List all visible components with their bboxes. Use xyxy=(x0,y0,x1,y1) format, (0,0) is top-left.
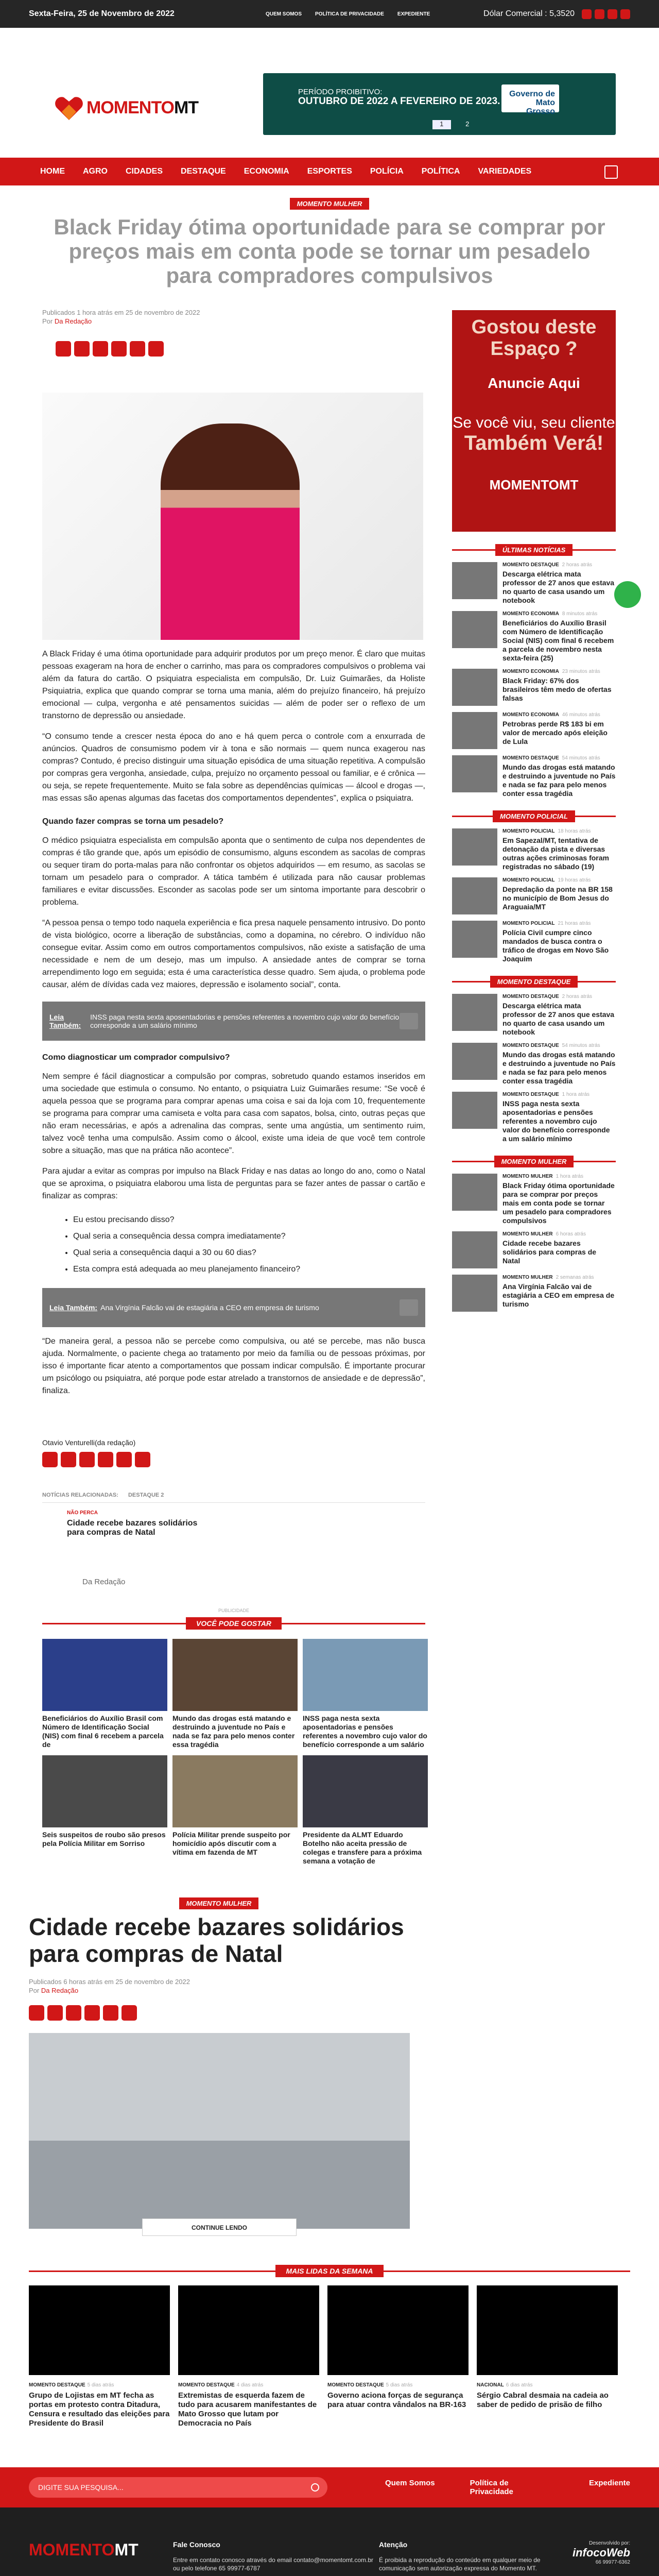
related-link-box[interactable] xyxy=(42,1288,425,1327)
footer-bar xyxy=(0,2467,659,2507)
related-news-card[interactable] xyxy=(67,1510,425,1537)
article-author: Otavio Venturelli(da redação) xyxy=(42,1438,136,1447)
card-title: Mundo das drogas está matando e destruindo a juventude no País e nada se faz para pelo menos conter essa tragédia xyxy=(172,1714,295,1749)
facebook-share-icon[interactable] xyxy=(61,1452,76,1467)
sidebar-news-item[interactable]: MOMENTO ECONOMIA 23 minutos atrás Black Friday: 67% dos brasileiros têm medo de ofertas falsas xyxy=(452,669,616,706)
card-image xyxy=(29,2285,170,2375)
sidebar-news-item[interactable]: MOMENTO DESTAQUE 2 horas atrás Descarga elétrica mata professor de 27 anos que estava no quarto de casa usando um notebook xyxy=(452,562,616,605)
more-share-icon[interactable] xyxy=(135,1452,150,1467)
section-label: MOMENTO DESTAQUE xyxy=(490,976,578,988)
related-label: Leia Também: xyxy=(49,1013,81,1029)
news-thumb xyxy=(452,755,497,792)
news-title: Cidade recebe bazares solidários para compras de Natal xyxy=(502,1239,597,1265)
ad-cta: Anuncie Aqui xyxy=(488,375,580,391)
news-title: Black Friday ótima oportunidade para se comprar por preços mais em conta pode se tornar um pesadelo para compradores compulsivos xyxy=(502,1181,615,1225)
developer-credit[interactable]: Desenvolvido por: infocoWeb 66 99977-6362 xyxy=(572,2540,630,2565)
news-title: Petrobras perde R$ 183 bi em valor de mercado após eleição de Lula xyxy=(502,720,608,745)
recommended-card[interactable] xyxy=(303,1755,428,1867)
paragraph: Para ajudar a evitar as compras por impulso na Black Friday e nas datas ao longo do ano, como o Natal que se aproxima, o psiquiatra elaborou uma lista de perguntas para se fazer antes de passar o cartão e finalizar as compras: xyxy=(42,1167,425,1200)
footer-notice xyxy=(379,2540,564,2572)
nav-policia[interactable]: POLÍCIA xyxy=(370,167,404,176)
card-title: INSS paga nesta sexta aposentadorias e pensões referentes a novembro cujo valor do benefício corresponde a um salário xyxy=(303,1714,427,1749)
section-label: MAIS LIDAS DA SEMANA xyxy=(275,2265,383,2277)
footer-link-privacidade[interactable]: Política de Privacidade xyxy=(470,2479,513,2496)
woman-photo-shape xyxy=(161,423,300,640)
byline-label: Por xyxy=(29,1987,40,1994)
card-title: Polícia Militar prende suspeito por homicídio após discutir com a vítima em fazenda de MT xyxy=(172,1831,290,1856)
news-thumb xyxy=(452,1043,497,1080)
news-title: Mundo das drogas está matando e destruindo a juventude no País e nada se faz para pelo menos conter essa tragédia xyxy=(502,1050,616,1085)
news-thumb xyxy=(452,712,497,749)
contact-text: Entre em contato conosco através do email contato@momentomt.com.br ou pelo telefone 65 99977-6787 xyxy=(173,2556,374,2572)
related-link-box[interactable] xyxy=(42,1002,425,1041)
section-label: MOMENTO MULHER xyxy=(494,1156,574,1167)
card-title: Governo aciona forças de segurança para atuar contra vândalos na BR-163 xyxy=(327,2391,466,2409)
sidebar-news-item[interactable]: MOMENTO DESTAQUE 54 minutos atrás Mundo das drogas está matando e destruindo a juventude no País e nada se faz para pelo menos conter essa tragédia xyxy=(452,755,616,798)
link-politica-privacidade[interactable]: POLÍTICA DE PRIVACIDADE xyxy=(315,11,384,17)
recommended-grid xyxy=(42,1639,425,1867)
subheading: Como diagnosticar um comprador compulsivo? xyxy=(42,1053,230,1062)
news-thumb xyxy=(452,994,497,1031)
news-title: INSS paga nesta sexta aposentadorias e pensões referentes a novembro cujo valor do benefício corresponde a um salário mínimo xyxy=(502,1099,610,1143)
share-buttons-bottom xyxy=(42,1452,425,1467)
article-body xyxy=(29,326,425,1867)
share-buttons xyxy=(56,341,425,357)
article-category-tag[interactable]: MOMENTO MULHER xyxy=(290,198,370,210)
news-thumb xyxy=(452,562,497,599)
advertising-label: PUBLICIDADE xyxy=(218,1608,250,1613)
twitter-icon[interactable] xyxy=(595,9,604,19)
messenger-share-icon[interactable] xyxy=(98,1452,113,1467)
sidebar-news-item[interactable]: MOMENTO DESTAQUE 54 minutos atrás Mundo das drogas está matando e destruindo a juventude no País e nada se faz para pelo menos conter essa tragédia xyxy=(452,1043,616,1086)
facebook-icon[interactable] xyxy=(582,9,592,19)
related-news-tag[interactable]: DESTAQUE 2 xyxy=(128,1492,164,1498)
recommended-card[interactable] xyxy=(303,1639,428,1750)
article-title: Black Friday ótima oportunidade para se comprar por preços mais em conta pode se tornar um pesadelo para compradores compulsivos xyxy=(54,215,605,287)
byline-label: Por xyxy=(42,317,53,325)
sidebar-policial xyxy=(452,810,616,963)
news-title: Mundo das drogas está matando e destruindo a juventude no País e nada se faz para pelo menos conter essa tragédia xyxy=(502,763,616,798)
contact-title: Fale Conosco xyxy=(173,2540,220,2549)
card-title: Beneficiários do Auxílio Brasil com Número de Identificação Social (NIS) com final 6 recebem a parcela de xyxy=(42,1714,164,1749)
card-image xyxy=(477,2285,618,2375)
whatsapp-share-icon[interactable] xyxy=(42,1452,58,1467)
sidebar-news-item[interactable]: MOMENTO POLICIAL 18 horas atrás Em Sapezal/MT, tentativa de detonação da pista e diversas outras ações criminosas foram registradas no sábado (19) xyxy=(452,828,616,871)
article-title: Cidade recebe bazares solidários para compras de Natal xyxy=(29,1913,404,1967)
news-thumb xyxy=(452,669,497,706)
article-image xyxy=(42,393,423,640)
linkedin-share-icon[interactable] xyxy=(103,2005,118,2021)
more-share-icon[interactable] xyxy=(148,341,164,357)
next-article xyxy=(29,1867,630,2236)
logo-main-text: MOMENTO xyxy=(86,97,174,117)
facebook-share-icon[interactable] xyxy=(47,2005,63,2021)
main-nav xyxy=(0,158,659,185)
card-title: Seis suspeitos de roubo são presos pela Polícia Militar em Sorriso xyxy=(42,1831,166,1848)
card-image xyxy=(42,1639,167,1711)
related-title: Ana Virgínia Falcão vai de estagiária a CEO em empresa de turismo xyxy=(100,1303,319,1312)
footer-link-expediente[interactable]: Expediente xyxy=(588,2479,630,2487)
developer-name: infocoWeb xyxy=(572,2546,630,2559)
sidebar xyxy=(452,316,616,1867)
nav-agro[interactable]: AGRO xyxy=(83,167,108,176)
messenger-share-icon[interactable] xyxy=(84,2005,100,2021)
card-image xyxy=(42,1755,167,1827)
most-read-card[interactable]: MOMENTO DESTAQUE 5 dias atrás Grupo de Lojistas em MT fecha as portas em protesto contra Ditadura, Censura e resultado das eleições para Presidente do Brasil xyxy=(29,2285,178,2428)
card-image xyxy=(303,1755,428,1827)
nav-cidades[interactable]: CIDADES xyxy=(126,167,163,176)
article-meta xyxy=(29,1977,630,1995)
linkedin-share-icon[interactable] xyxy=(130,341,145,357)
sidebar-latest xyxy=(452,544,616,798)
sidebar-news-item[interactable]: MOMENTO MULHER 6 horas atrás Cidade recebe bazares solidários para compras de Natal xyxy=(452,1231,616,1268)
card-image xyxy=(172,1755,298,1827)
search-placeholder: DIGITE SUA PESQUISA... xyxy=(38,2483,124,2492)
news-thumb xyxy=(452,611,497,648)
sidebar-destaque xyxy=(452,976,616,1143)
ad-headline: Gostou deste Espaço ? xyxy=(471,316,597,360)
news-thumb xyxy=(452,1275,497,1312)
social-links xyxy=(582,9,630,19)
banner-page-2[interactable]: 2 xyxy=(465,120,470,128)
news-thumb xyxy=(452,1231,497,1268)
news-thumb xyxy=(452,828,497,866)
card-title: Sérgio Cabral desmaia na cadeia ao saber de pedido de prisão de filho xyxy=(477,2391,609,2409)
footer-search-input[interactable] xyxy=(29,2477,327,2498)
related-news-label: NOTÍCIAS RELACIONADAS: xyxy=(42,1492,118,1498)
news-title: Descarga elétrica mata professor de 27 anos que estava no quarto de casa usando um notebook xyxy=(502,570,615,604)
publish-date: Publicados 6 horas atrás em 25 de novembro de 2022 xyxy=(29,1978,190,1986)
sidebar-news-item[interactable]: MOMENTO DESTAQUE 2 horas atrás Descarga elétrica mata professor de 27 anos que estava no quarto de casa usando um notebook xyxy=(452,994,616,1037)
chevron-right-icon xyxy=(400,1013,418,1029)
related-news xyxy=(42,1492,425,1503)
linkedin-share-icon[interactable] xyxy=(116,1452,132,1467)
related-card-category: NÃO PERCA xyxy=(67,1510,98,1516)
article-category-tag[interactable]: MOMENTO MULHER xyxy=(179,1897,259,1909)
recommended-card[interactable] xyxy=(172,1755,298,1867)
ad-line4: Também Verá! xyxy=(464,432,604,454)
news-title: Polícia Civil cumpre cinco mandados de busca contra o tráfico de drogas em Novo São Joaquim xyxy=(502,928,609,963)
related-card-title: Cidade recebe bazares solidários para compras de Natal xyxy=(67,1519,198,1537)
section-label: VOCÊ PODE GOSTAR xyxy=(186,1617,282,1630)
nav-variedades[interactable]: VARIEDADES xyxy=(478,167,532,176)
news-title: Beneficiários do Auxílio Brasil com Número de Identificação Social (NIS) com final 6 recebem a parcela de novembro nesta sexta-feira (25) xyxy=(502,619,614,662)
youtube-icon[interactable] xyxy=(620,9,630,19)
footer-contact xyxy=(173,2540,379,2572)
section-label: MOMENTO POLICIAL xyxy=(493,810,575,822)
facebook-share-icon[interactable] xyxy=(74,341,90,357)
news-title: Black Friday: 67% dos brasileiros têm medo de ofertas falsas xyxy=(502,676,612,702)
recommended-card[interactable] xyxy=(42,1755,167,1867)
nav-destaque[interactable]: DESTAQUE xyxy=(181,167,226,176)
share-buttons xyxy=(29,2005,630,2021)
news-thumb xyxy=(452,1174,497,1211)
instagram-icon[interactable] xyxy=(608,9,617,19)
paragraph: “A pessoa pensa o tempo todo naquela experiência e fica presa naquele pensamento intrusivo. Do ponto de vista biológico, ocorre a liberação de substâncias, como a dopamina, no cérebro. O indivíduo não consegue evitar. Assim como em outros comportamentos compulsivos, não existe a satisfação de uma necessidade e nem de um desejo, mas um impulso. A ansiedade antes de comprar se torna arrependimento logo em seguida; esta é uma característica desse quadro. Sem ajuda, o problema pode causar, além de dívidas cada vez maiores, depressão e isolamento social”, conta. xyxy=(42,919,425,989)
nav-politica[interactable]: POLÍTICA xyxy=(421,167,460,176)
dollar-rate: Dólar Comercial : 5,3520 xyxy=(483,9,575,18)
site-header xyxy=(29,28,630,131)
question-list xyxy=(73,1212,425,1278)
card-image xyxy=(327,2285,469,2375)
footer-logo[interactable]: MOMENTOMT xyxy=(29,2540,138,2559)
card-image xyxy=(178,2285,319,2375)
related-title: INSS paga nesta sexta aposentadorias e pensões referentes a novembro cujo valor do benefício corresponde a um salário mínimo xyxy=(90,1013,400,1029)
paragraph: O médico psiquiatra especialista em compulsão aponta que o sentimento de culpa nos dependentes de compras é tão grande que, após um episódio de consumismo, alguns escondem as sacolas de compras ou sequer tiram do porta-malas para não confrontar os objetos adquiridos — em resumo, as sacolas se tornam um pesadelo para o comprador. A tática também é utilizada para não causar problemas familiares e evitar discussões. Esconder as sacolas pode ser um sintoma importante para descobrir o problema. xyxy=(42,836,425,907)
link-quem-somos[interactable]: QUEM SOMOS xyxy=(266,11,302,17)
sidebar-mulher xyxy=(452,1156,616,1312)
news-title: Ana Virgínia Falcão vai de estagiária a CEO em empresa de turismo xyxy=(502,1282,615,1308)
news-thumb xyxy=(452,921,497,958)
site-logo[interactable] xyxy=(55,94,198,121)
paragraph: “De maneira geral, a pessoa não se percebe como compulsiva, ou até se percebe, mas não busca ajuda. Normalmente, o paciente chega ao tratamento por meio da família ou de pessoas próximas, por isso é importante ficar atento a comportamentos que possam indicar compulsão. É importante procurar um psicólogo ou psiquiatra, até porque pode estar atrelado a transtornos de ansiedade e de depressão”, finaliza. xyxy=(42,1337,425,1395)
author-box[interactable]: Da Redação xyxy=(82,1578,126,1586)
news-thumb xyxy=(452,1092,497,1129)
section-label: ÚLTIMAS NOTÍCIAS xyxy=(495,544,573,556)
header-banner-ad[interactable] xyxy=(263,73,616,135)
search-icon[interactable] xyxy=(604,165,618,179)
notice-title: Atenção xyxy=(379,2540,408,2549)
publish-date: Publicados 1 hora atrás em 25 de novembro de 2022 xyxy=(42,309,200,316)
news-title: Em Sapezal/MT, tentativa de detonação da pista e diversas outras ações criminosas foram registradas no sábado (19) xyxy=(502,836,609,871)
continue-reading-button[interactable]: CONTINUE LENDO xyxy=(142,2218,297,2236)
card-title: Presidente da ALMT Eduardo Botelho não aceita pressão de colegas e transfere para a próxima semana a votação de xyxy=(303,1831,422,1865)
paragraph: A Black Friday é uma ótima oportunidade para adquirir produtos por um preço menor. É claro que muitas pessoas exageram na hora de encher o carrinho, mas para os compradores compulsivos o problema vai além da fatura do cartão. O psiquiatra especialista em compulsão, Dr. Luiz Guimarães, da Holiste Psiquiatria, explica que quando comprar se torna uma mania, além do prejuízo financeiro, há prejuízo emocional — culpa, vergonha e até pensamentos suicidas — além de poder ser o reflexo de um transtorno de depressão ou ansiedade. xyxy=(42,650,425,720)
footer-link-quem-somos[interactable]: Quem Somos xyxy=(385,2479,435,2487)
nav-economia[interactable]: ECONOMIA xyxy=(244,167,289,176)
card-image xyxy=(172,1639,298,1711)
nav-home[interactable]: HOME xyxy=(40,167,65,176)
sidebar-news-item[interactable]: MOMENTO ECONOMIA 46 minutos atrás Petrobras perde R$ 183 bi em valor de mercado após eleição de Lula xyxy=(452,712,616,749)
paragraph: Nem sempre é fácil diagnosticar a compulsão por compras, sobretudo quando estamos inseridos em uma sociedade que estimula o consumo. No entanto, o psiquiatra Luiz Guimarães resume: “Se você é aquela pessoa que se programa para comprar apenas uma coisa e sai da loja com 10, frequentemente se programa para comprar uma camiseta e volta para casa com sapatos, bolsa, cinto, outras peças que não eram necessárias, e após a adrenalina das compras, sente uma angústia, um sentimento ruim, talvez você tenha uma compulsão. Assim como o álcool, existe uma ideia de que você tem controle sobre a situação, mas que na prática não acontece”. xyxy=(42,1072,425,1155)
search-icon[interactable] xyxy=(311,2483,319,2492)
list-item: • Esta compra está adequada ao meu planejamento financeiro? xyxy=(73,1261,425,1278)
recommended-card[interactable] xyxy=(172,1639,298,1750)
chevron-right-icon xyxy=(400,1299,418,1316)
whatsapp-float-icon[interactable] xyxy=(614,581,641,608)
sidebar-news-item[interactable]: MOMENTO ECONOMIA 8 minutos atrás Beneficiários do Auxílio Brasil com Número de Identificação Social (NIS) com final 6 recebem a parcela de novembro nesta sexta-feira (25) xyxy=(452,611,616,663)
sidebar-news-item[interactable]: MOMENTO MULHER 1 hora atrás Black Friday ótima oportunidade para se comprar por preços mais em conta pode se tornar um pesadelo para compradores compulsivos xyxy=(452,1174,616,1225)
most-read-card[interactable]: NACIONAL 6 dias atrás Sérgio Cabral desmaia na cadeia ao saber de pedido de prisão de filho xyxy=(477,2285,626,2428)
sidebar-news-item[interactable]: MOMENTO POLICIAL 21 horas atrás Polícia Civil cumpre cinco mandados de busca contra o tráfico de drogas em Novo São Joaquim xyxy=(452,921,616,963)
logo-heart-icon xyxy=(55,94,83,121)
related-label: Leia Também: xyxy=(49,1303,98,1312)
card-title: Extremistas de esquerda fazem de tudo para acusarem manifestantes de Mato Grosso que lutam por Democracia no País xyxy=(178,2391,317,2428)
subheading: Quando fazer compras se torna um pesadelo? xyxy=(42,817,224,826)
list-item: • Qual seria a consequência dessa compra imediatamente? xyxy=(73,1228,425,1245)
whatsapp-share-icon[interactable] xyxy=(29,2005,44,2021)
current-date: Sexta-Feira, 25 de Novembro de 2022 xyxy=(29,9,175,18)
footer xyxy=(0,2507,659,2576)
banner-page-1[interactable]: 1 xyxy=(432,120,451,129)
ad-line3: Se você viu, seu cliente xyxy=(453,414,615,431)
voce-pode-gostar-header xyxy=(42,1617,425,1630)
list-item: • Qual seria a consequência daqui a 30 ou 60 dias? xyxy=(73,1245,425,1261)
link-expediente[interactable]: EXPEDIENTE xyxy=(397,11,430,17)
logo-accent-text: MT xyxy=(174,97,199,117)
sidebar-news-item[interactable]: MOMENTO MULHER 2 semanas atrás Ana Virgínia Falcão vai de estagiária a CEO em empresa de turismo xyxy=(452,1275,616,1312)
recommended-card[interactable] xyxy=(42,1639,167,1750)
sidebar-news-item[interactable]: MOMENTO POLICIAL 19 horas atrás Depredação da ponte na BR 158 no município de Bom Jesus do Araguaia/MT xyxy=(452,877,616,914)
banner-line2: OUTUBRO DE 2022 A FEVEREIRO DE 2023. xyxy=(298,96,500,107)
notice-text: É proibida a reprodução do conteúdo em qualquer meio de comunicação sem autorização expressa do Momento MT. xyxy=(379,2556,541,2572)
messenger-share-icon[interactable] xyxy=(111,341,127,357)
more-share-icon[interactable] xyxy=(122,2005,137,2021)
card-image xyxy=(303,1639,428,1711)
news-title: Depredação da ponte na BR 158 no município de Bom Jesus do Araguaia/MT xyxy=(502,885,613,911)
byline-author[interactable]: Da Redação xyxy=(41,1987,79,1994)
ad-logo: MOMENTOMT xyxy=(489,477,579,493)
top-bar xyxy=(0,0,659,28)
paragraph: “O consumo tende a crescer nesta época do ano e há quem perca o controle com a enxurrada de anúncios. Quadros de consumismo podem vir à tona e são normais — quem nunca exagerou nas compras? Contudo, é preciso distinguir uma situação episódica de uma situação repetitiva. A compulsão por compras gera vergonha, ansiedade, culpa, prejuízo no orçamento pessoal ou familiar, e é crônica — ou seja, se repete frequentemente. Muito se fala sobre as dependências químicas — álcool e drogas —, mas essas são apenas algumas das facetas dos comportamentos dependentes”, explica o psiquiatra. xyxy=(42,732,425,803)
banner-gov-logo: Governo de Mato Grosso xyxy=(501,84,559,112)
twitter-share-icon[interactable] xyxy=(93,341,108,357)
article-image xyxy=(29,2033,410,2229)
most-read-card[interactable]: MOMENTO DESTAQUE 4 dias atrás Extremistas de esquerda fazem de tudo para acusarem manifestantes de Mato Grosso que lutam por Democracia no País xyxy=(178,2285,327,2428)
card-title: Grupo de Lojistas em MT fecha as portas em protesto contra Ditadura, Censura e resultado das eleições para Presidente do Brasil xyxy=(29,2391,170,2428)
list-item: • Eu estou precisando disso? xyxy=(73,1212,425,1228)
twitter-share-icon[interactable] xyxy=(66,2005,81,2021)
sidebar-ad[interactable] xyxy=(452,310,616,532)
nav-esportes[interactable]: ESPORTES xyxy=(307,167,352,176)
banner-line1: PERÍODO PROIBITIVO: xyxy=(298,88,383,96)
most-read-card[interactable]: MOMENTO DESTAQUE 5 dias atrás Governo aciona forças de segurança para atuar contra vândalos na BR-163 xyxy=(327,2285,477,2428)
sidebar-news-item[interactable]: MOMENTO DESTAQUE 1 hora atrás INSS paga nesta sexta aposentadorias e pensões referentes a novembro cujo valor do benefício corresponde a um salário mínimo xyxy=(452,1092,616,1143)
twitter-share-icon[interactable] xyxy=(79,1452,95,1467)
news-thumb xyxy=(452,877,497,914)
news-title: Descarga elétrica mata professor de 27 anos que estava no quarto de casa usando um notebook xyxy=(502,1002,615,1036)
most-read-section xyxy=(29,2265,630,2428)
whatsapp-share-icon[interactable] xyxy=(56,341,71,357)
byline-author[interactable]: Da Redação xyxy=(54,317,92,325)
